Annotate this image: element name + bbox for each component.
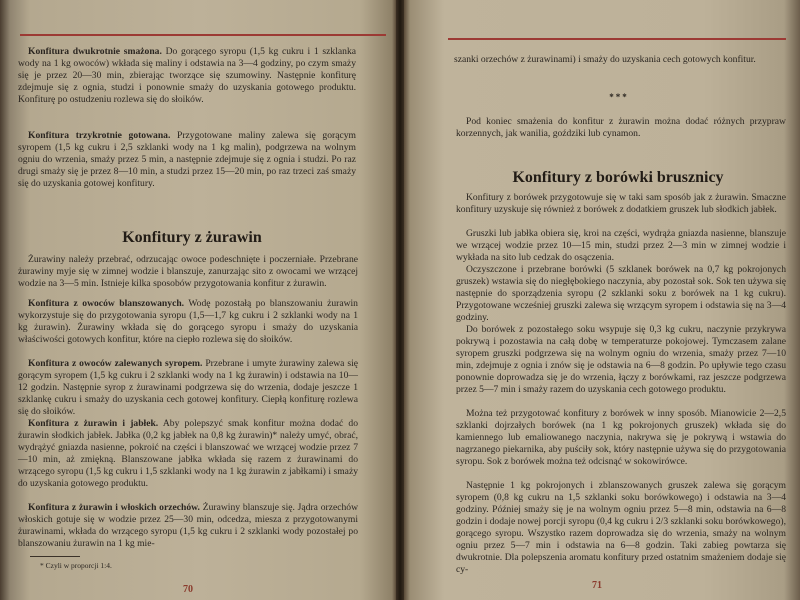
paragraph bbox=[456, 480, 786, 576]
run-head: Konfitura z żurawin i jabłek. bbox=[28, 418, 159, 429]
footnote: * Czyli w proporcji 1:4. bbox=[40, 561, 112, 570]
section-separator: *** bbox=[609, 92, 629, 102]
paragraph-text: Aby polepszyć smak konfitur można dodać do żurawin słodkich jabłek. Jabłka (0,2 kg jabłek na 0,8 kg żurawin)* należy umyć, obrać, wydrążyć gniazda nasienne, pokroić na części i blanszować we wrzącej wodzie przez 7—10 min, aż zmiękną. Blanszowane jabłka wkłada się razem z żurawinami do wrzącego syropu (1,5 kg cukru i 1,5 szklanki wody na 1 kg żurawin z jabłkami) i smaży do uzyskania gotowego produktu. bbox=[18, 418, 358, 489]
paragraph bbox=[456, 324, 786, 396]
paragraph bbox=[18, 298, 358, 346]
paragraph-text: Pod koniec smażenia do konfitur z żurawin można dodać różnych przypraw korzennych, jak wanilia, goździki lub cynamon. bbox=[456, 116, 786, 139]
paragraph bbox=[454, 54, 784, 66]
footnote-rule bbox=[30, 556, 80, 557]
paragraph bbox=[456, 408, 786, 468]
paragraph bbox=[18, 418, 358, 490]
page-number: 70 bbox=[183, 584, 193, 595]
paragraph-text: szanki orzechów z żurawinami) i smaży do uzyskania cech gotowych konfitur. bbox=[454, 54, 756, 65]
paragraph-text: Przebrane i umyte żurawiny zalewa się gorącym syropem (1,5 kg cukru i 2 szklanki wody na 1 kg żurawin) i odstawia na 10—12 godzin. Następnie syrop z żurawinami podgrzewa się do wrzenia, dodaje jeszcze 1 szklankę cukru i smaży do uzyskania cech gotowej konfitury. Ciepłą konfiturę rozlewa się do słoików. bbox=[18, 358, 358, 417]
paragraph bbox=[18, 358, 358, 418]
section-heading: Konfitury z borówki brusznicy bbox=[512, 169, 724, 186]
run-head: Konfitura z owoców zalewanych syropem. bbox=[28, 358, 203, 369]
paragraph-text: Żurawiny należy przebrać, odrzucając owoce podeschnięte i poczerniałe. Przebrane żurawiny myje się w zimnej wodzie i blanszuje, zanurzając sito z owocami we wrzącej wodzie na 3—5 min. Istnieje kilka sposobów przygotowania konfitur z żurawin. bbox=[18, 254, 358, 289]
paragraph bbox=[18, 46, 356, 106]
paragraph-text: Wodę pozostałą po blanszowaniu żurawin wykorzystuje się do przygotowania syropu (1,5—1,7 kg cukru i 2 szklanki wody na 1 kg żurawin). Żurawiny wkłada się do gorącego syropu i smaży do uzyskania właściwości gotowych konfitur, które na ciepło rozlewa się do słoików. bbox=[18, 298, 358, 345]
paragraph bbox=[18, 130, 356, 190]
run-head: Konfitura dwukrotnie smażona. bbox=[28, 46, 162, 57]
paragraph-text: Następnie 1 kg pokrojonych i zblanszowanych gruszek zalewa się gorącym syropem (0,8 kg cukru na 1,5 szklanki soku borówkowego) i odstawia na 3—4 godziny. Później smaży się je na wolnym ogniu przez 5—8 min, odstawia na 6—8 godzin i dodaje nowej porcji syropu (0,4 kg cukru i 2/3 szklanki soku borówkowego), gorącego syropu. Wszystko razem doprowadza się do wrzenia, smaży na wolnym ogniu przez 5—7 min i odstawia na 6—8 godzin. Taki zabieg powtarza się dwukrotnie. Dla polepszenia aromatu konfitury przed ostatnim smażeniem dodaje się cy- bbox=[456, 480, 786, 575]
top-rule bbox=[20, 34, 386, 36]
paragraph-text: Przygotowane maliny zalewa się gorącym syropem (1,5 kg cukru i 2,5 szklanki wody na 1 kg malin), podgrzewa na wolnym ogniu do wrzenia, smaży przez 5 min, a następnie zdejmuje się z ognia i studzi. Po raz drugi smaży się je przez 8—10 min, a studzi przez 15—20 min, po raz trzeci zaś smaży się do uzyskania gotowej konfitury. bbox=[18, 130, 356, 189]
section-heading: Konfitury z żurawin bbox=[122, 229, 262, 246]
book-gutter bbox=[396, 0, 404, 600]
page-number: 71 bbox=[592, 580, 602, 591]
right-page bbox=[404, 0, 800, 600]
paragraph-text: Oczyszczone i przebrane borówki (5 szklanek borówek na 0,7 kg pokrojonych gruszek) wstawia się do niegłębokiego naczynia, aby pozostał sok. Sok ten używa się następnie do sporządzenia syropu (2 szklanki soku z borówek na 1 kg cukru). Przygotowane wcześniej gruszki zalewa się wrzącym syropem i odstawia się na 3—4 godziny. bbox=[456, 264, 786, 323]
paragraph-text: Można też przygotować konfitury z borówek w inny sposób. Mianowicie 2—2,5 szklanki dojrzałych borówek (na 1 kg pokrojonych gruszek) wkłada się do kamiennego lub emaliowanego naczynia, nakrywa się je pokrywą i wstawia do nagrzanego piekarnika, aby puściły sok, który następnie używa się do przygotowania syropu. Sok z borówek można też odcisnąć w sokowirówce. bbox=[456, 408, 786, 467]
paragraph bbox=[456, 116, 786, 140]
run-head: Konfitura z owoców blanszowanych. bbox=[28, 298, 185, 309]
run-head: Konfitura trzykrotnie gotowana. bbox=[28, 130, 171, 141]
run-head: Konfitura z żurawin i włoskich orzechów. bbox=[28, 502, 200, 513]
paragraph bbox=[456, 228, 786, 264]
paragraph-text: Do gorącego syropu (1,5 kg cukru i 1 szklanka wody na 1 kg owoców) wkłada się maliny i odstawia na 3—4 godziny, po czym smaży się je przez 20—30 min, zbierając tworzące się szumowiny. Następnie konfiturę zdejmuje się z ognia, studzi i ponownie smaży do uzyskania gotowego produktu. Konfiturę po ostudzeniu rozlewa się do słoików. bbox=[18, 46, 356, 105]
left-page bbox=[0, 0, 396, 600]
paragraph bbox=[456, 192, 786, 216]
paragraph bbox=[18, 502, 358, 550]
top-rule bbox=[448, 38, 786, 40]
paragraph-text: Żurawiny blanszuje się. Jądra orzechów włoskich gotuje się w wodzie przez 25—30 min, odcedza, miesza z przygotowanymi żurawinami, wkłada do wrzącego syropu (1,5 kg cukru i 2 szklanki wody pozostałej po blanszowaniu żurawin na 1 kg mie- bbox=[18, 502, 358, 549]
paragraph bbox=[456, 264, 786, 324]
paragraph bbox=[18, 254, 358, 290]
paragraph-text: Gruszki lub jabłka obiera się, kroi na części, wydrąża gniazda nasienne, blanszuje we wrzącej wodzie przez 10—15 min, studzi przez 2—3 min w zimnej wodzie i wykłada na sito lub cedzak do osączenia. bbox=[456, 228, 786, 263]
paragraph-text: Konfitury z borówek przygotowuje się w taki sam sposób jak z żurawin. Smaczne konfitury uzyskuje się również z borówek z dodatkiem gruszek lub słodkich jabłek. bbox=[456, 192, 786, 215]
paragraph-text: Do borówek z pozostałego soku wsypuje się 0,3 kg cukru, naczynie przykrywa pokrywą i pozostawia na całą dobę w temperaturze pokojowej. Tymczasem zalane syropem gruszki podgrzewa się na wolnym ogniu do wrzenia, smaży przez 7—10 min, zdejmuje z ognia i znów się je odstawia na 6—8 godzin. Po upływie tego czasu ponownie doprowadza się je do wrzenia, łączy z borówkami, raz jeszcze podgrzewa przez 5—7 min i smaży razem do uzyskania cech gotowego produktu. bbox=[456, 324, 786, 395]
